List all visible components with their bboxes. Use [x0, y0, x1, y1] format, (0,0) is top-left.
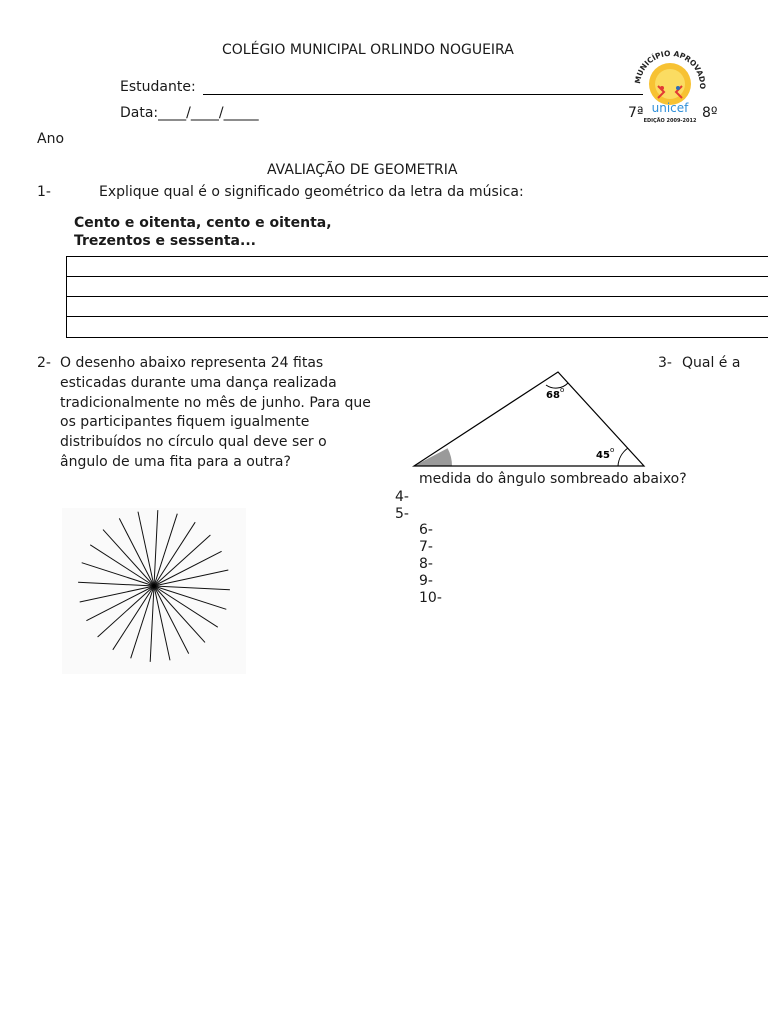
- q1-lyric-line1: Cento e oitenta, cento e oitenta,: [74, 215, 332, 231]
- q2-number: 2-: [37, 355, 51, 371]
- ribbon-center: [152, 584, 156, 588]
- ribbons-figure: [62, 508, 246, 674]
- q3-number: 3-: [658, 355, 672, 371]
- ribbon-line: [119, 518, 154, 586]
- right-angle-arc: [618, 448, 628, 466]
- top-angle-value: 68: [546, 390, 560, 401]
- right-angle-value: 45: [596, 450, 610, 461]
- ribbon-line: [154, 570, 228, 586]
- q4-number: 4-: [395, 489, 409, 505]
- q6-number: 6-: [419, 522, 433, 538]
- right-angle-degree: o: [610, 446, 615, 454]
- exam-title: AVALIAÇÃO DE GEOMETRIA: [267, 162, 458, 178]
- date-field[interactable]: Data:____/____/_____: [120, 105, 259, 121]
- ribbon-line: [80, 586, 154, 602]
- q1-prompt: Explique qual é o significado geométrico da letra da música:: [99, 184, 524, 200]
- ano-label: Ano: [37, 131, 65, 147]
- student-label: Estudante:: [120, 79, 196, 95]
- answer-line[interactable]: [67, 277, 768, 297]
- answer-line[interactable]: [67, 257, 768, 277]
- q2-text: O desenho abaixo representa 24 fitas esticadas durante uma dança realizada tradicionalmente no mês de junho. Para que os participantes fiquem igualmente distribuídos no círculo qual deve ser o ângulo de uma fita para a outra?: [60, 355, 371, 470]
- q10-number: 10-: [419, 590, 442, 606]
- logo-arc-text: MUNICÍPIO APROVADO: [632, 48, 708, 90]
- logo-edition: EDIÇÃO 2009-2012: [643, 118, 697, 124]
- ribbon-line: [154, 586, 189, 654]
- triangle-figure: [410, 368, 650, 472]
- answer-line[interactable]: [67, 317, 768, 337]
- grade-7-option[interactable]: 7ª: [628, 105, 644, 121]
- q7-number: 7-: [419, 539, 433, 555]
- q5-number: 5-: [395, 506, 409, 522]
- top-angle-degree: o: [560, 386, 565, 394]
- ribbon-line: [86, 586, 154, 621]
- student-name-line[interactable]: [203, 94, 643, 95]
- q9-number: 9-: [419, 573, 433, 589]
- q3-text-continued: medida do ângulo sombreado abaixo?: [419, 471, 687, 487]
- school-name: COLÉGIO MUNICIPAL ORLINDO NOGUEIRA: [222, 42, 514, 58]
- top-angle-arc: [546, 383, 568, 388]
- grade-8-option[interactable]: 8º: [702, 105, 718, 121]
- q1-lyric-line2: Trezentos e sessenta...: [74, 233, 256, 249]
- q8-number: 8-: [419, 556, 433, 572]
- ribbon-line: [154, 551, 222, 586]
- answer-line[interactable]: [67, 297, 768, 317]
- shaded-angle: [414, 448, 452, 466]
- q1-answer-box[interactable]: [66, 256, 768, 338]
- ribbon-line: [154, 586, 170, 660]
- ribbon-line: [138, 512, 154, 586]
- q1-number: 1-: [37, 184, 51, 200]
- unicef-wordmark: unicef: [651, 101, 689, 115]
- unicef-seal-logo: [628, 42, 712, 126]
- q3-text-start: Qual é a: [682, 355, 741, 371]
